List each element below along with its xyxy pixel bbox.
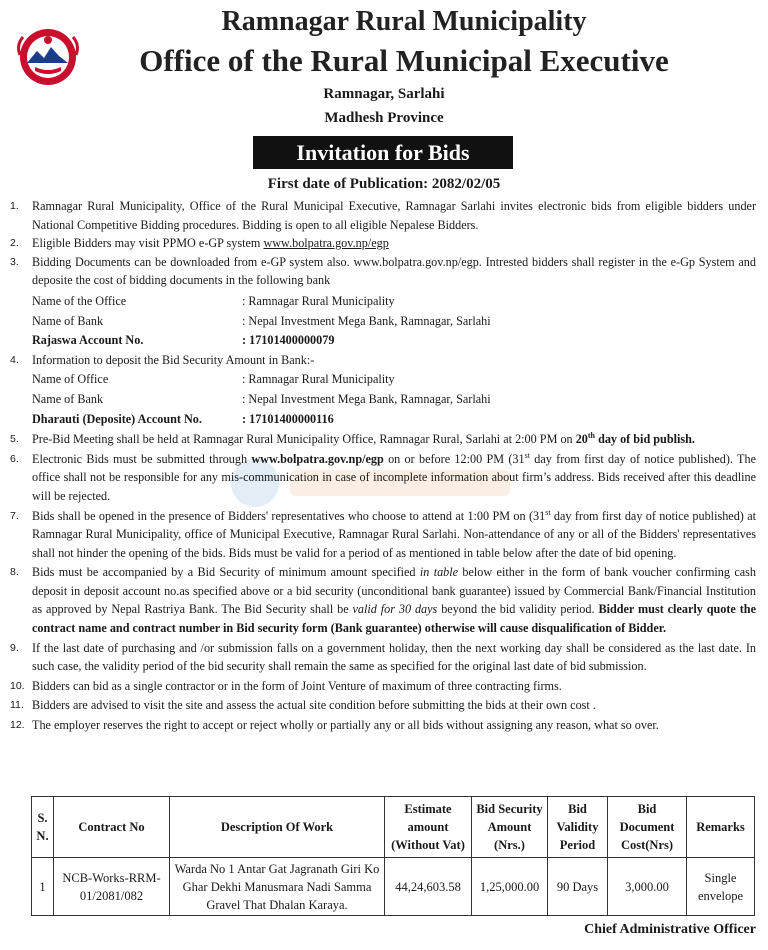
cell-document-cost: 3,000.00 (608, 858, 687, 916)
bank-label: Name of Bank (32, 313, 104, 328)
bank-value: : Nepal Investment Mega Bank, Ramnagar, Sarlahi (242, 391, 491, 406)
day-suffix: st (545, 507, 551, 517)
bank-value: : Nepal Investment Mega Bank, Ramnagar, Sarlahi (242, 313, 491, 328)
item-number: 9. (10, 641, 19, 654)
office-row (32, 370, 756, 389)
day-number: 20 (575, 432, 588, 447)
cell-bid-security: 1,25,000.00 (472, 858, 548, 916)
item-text: day from first day of notice published). The office shall not be responsible for any mis-communication in case of incomplete information about firm’s address. Bids received after this deadline will be rejected. (32, 451, 756, 503)
item-number: 10. (10, 679, 25, 692)
bank-label: Name of Bank (32, 391, 104, 406)
account-label: Dharauti (Deposite) Account No. (32, 411, 202, 426)
item-number: 1. (10, 200, 19, 212)
document-header (0, 0, 768, 196)
item-number: 4. (10, 353, 19, 366)
office-value: : Ramnagar Rural Municipality (242, 372, 395, 387)
notice-body (10, 197, 756, 735)
notice-item-10 (10, 677, 756, 696)
item-text: Bidders can bid as a single contractor or in the form of Joint Venture of maximum of three contracting firms. (32, 678, 562, 693)
cell-estimate: 44,24,603.58 (385, 858, 472, 916)
item-text: beyond the bid validity period. (437, 602, 599, 617)
cell-remarks: Single envelope (687, 858, 755, 916)
office-label: Name of the Office (32, 293, 127, 308)
item-text: If the last date of purchasing and /or submission falls on a government holiday, then the next working day shall be considered as the last date. In such case, the validity period of the bid security shall remain the same as specified for the original last date of bid submission. (32, 640, 756, 674)
publication-date: First date of Publication: 2082/02/05 (267, 176, 501, 192)
item-number: 8. (10, 566, 19, 579)
signatory-title: Chief Administrative Officer (584, 922, 756, 937)
submission-link[interactable]: www.bolpatra.gov.np/egp (251, 451, 384, 466)
header-description: Description Of Work (170, 797, 385, 858)
item-bold-text: day of bid publish. (595, 432, 695, 447)
item-text: Pre-Bid Meeting shall be held at Ramnagar Rural Municipality Office, Ramnagar Rural, Sarlahi at 2:00 PM on (32, 432, 576, 447)
day-suffix: st (524, 450, 530, 460)
header-remarks: Remarks (687, 797, 755, 858)
item-number: 3. (10, 255, 19, 268)
notice-item-9 (10, 639, 756, 676)
bank-row (32, 312, 756, 331)
notice-item-11 (10, 696, 756, 715)
item-italic-text: valid for 30 days (352, 602, 438, 617)
item-text: Bids shall be opened in the presence of Bidders' representatives who choose to attend at 1:00 PM on (31 (32, 508, 546, 523)
egp-link[interactable]: www.bolpatra.gov.np/egp (263, 236, 389, 251)
office-value: : Ramnagar Rural Municipality (242, 293, 395, 308)
office-name: Office of the Rural Municipal Executive (139, 43, 669, 78)
bid-details-table (31, 796, 755, 916)
item-text: on or before 12:00 PM (31 (383, 451, 525, 466)
cell-description: Warda No 1 Antar Gat Jagranath Giri Ko Ghar Dekhi Manusmara Nadi Samma Gravel That Dhalan Karaya. (170, 858, 385, 916)
item-number: 2. (10, 237, 19, 250)
header-document-cost: Bid Document Cost(Nrs) (608, 797, 687, 858)
item-text: Bids must be accompanied by a Bid Security of minimum amount specified (32, 565, 420, 580)
cell-contract-no: NCB-Works-RRM-01/2081/082 (54, 858, 170, 916)
account-row (32, 410, 756, 429)
notice-title-banner: Invitation for Bids (253, 136, 513, 169)
item-number: 11. (10, 699, 24, 712)
item-text: Information to deposit the Bid Security Amount in Bank:- (32, 352, 315, 367)
office-label: Name of Office (32, 372, 109, 387)
header-bid-security: Bid Security Amount (Nrs.) (472, 797, 548, 858)
notice-item-4 (10, 351, 756, 428)
header-sn: S. N. (32, 797, 54, 858)
item-number: 6. (10, 452, 19, 465)
notice-item-6 (10, 450, 756, 506)
office-row (32, 292, 756, 311)
notice-item-1 (10, 197, 756, 234)
notice-item-12 (10, 716, 756, 735)
item-italic-text: in table (419, 565, 459, 580)
item-bold-text: Bidder must clearly quote the contract name and contract number in Bid security form (Bank guarantee) otherwise will cause disqualification of Bidder. (32, 602, 756, 636)
header-validity: Bid Validity Period (548, 797, 608, 858)
item-text: Ramnagar Rural Municipality, Office of the Rural Municipal Executive, Ramnagar Sarlahi invites electronic bids from eligible bidders under National Competitive Bidding procedures. Bidding is open to all eligible Nepalese Bidders. (32, 199, 756, 232)
item-number: 5. (10, 433, 19, 446)
account-row (32, 331, 756, 350)
notice-item-2 (10, 234, 756, 253)
address-line-2: Madhesh Province (324, 110, 444, 126)
item-text: Eligible Bidders may visit PPMO e-GP system (32, 236, 264, 251)
cell-validity: 90 Days (548, 858, 608, 916)
notice-item-8 (10, 563, 756, 637)
account-value: : 17101400000079 (242, 333, 335, 348)
table-row (32, 858, 755, 916)
header-contract-no: Contract No (54, 797, 170, 858)
address-line-1: Ramnagar, Sarlahi (323, 86, 445, 102)
day-suffix: th (587, 431, 596, 441)
table-header-row (32, 797, 755, 858)
cell-sn: 1 (32, 858, 54, 916)
item-text: Electronic Bids must be submitted through (32, 451, 252, 466)
notice-item-5 (10, 430, 756, 449)
municipality-name: Ramnagar Rural Municipality (221, 6, 587, 37)
notice-item-7 (10, 507, 756, 563)
item-text: Bidding Documents can be downloaded from e-GP system also. www.bolpatra.gov.np/egp. Intrested bidders shall register in the e-Gp System and deposite the cost of bidding documents in the following bank (32, 254, 756, 288)
item-number: 12. (10, 719, 25, 732)
notice-item-3 (10, 253, 756, 350)
item-number: 7. (10, 509, 19, 522)
item-text: below either in the form of bank voucher confirming cash deposit in deposit account no.as specified above or a bid security (unconditional bank guarantee) issued by Commercial Bank/Financial Institution as approved by Nepal Rastriya Bank. The Bid Security shall be (32, 565, 756, 617)
item-text: day from first day of notice published) at Ramnagar Rural Municipality, office of Municipal Executive, Ramnagar Rural Sarlahi. Non-attendance of any or all of the Bidders' representatives shall not hinder the opening of the bids. Bids must be valid for a period of as mentioned in table below after the date of bid opening. (32, 508, 756, 560)
item-text: Bidders are advised to visit the site and assess the actual site condition before submitting the bids at their own cost . (32, 698, 596, 713)
account-label: Rajaswa Account No. (32, 333, 144, 348)
account-value: : 17101400000116 (242, 411, 334, 426)
bank-row (32, 390, 756, 409)
header-estimate: Estimate amount (Without Vat) (385, 797, 472, 858)
item-text: The employer reserves the right to accept or reject wholly or partially any or all bids without assigning any reason, what so over. (32, 718, 659, 733)
